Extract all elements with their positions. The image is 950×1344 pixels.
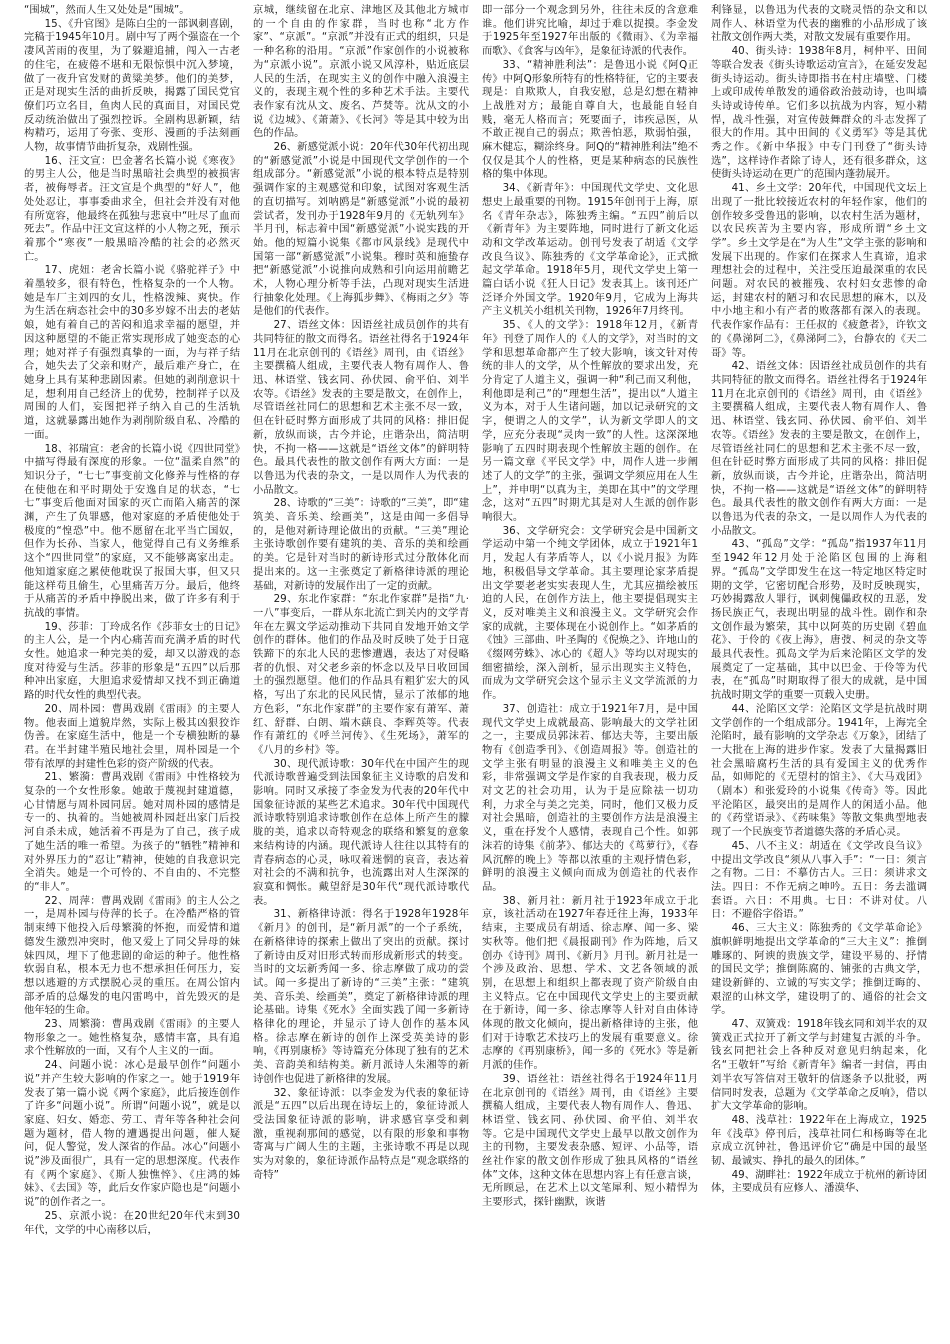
- paragraph: 31、新格律诗派：得名于1928年1928年《新月》的创刊，是“新月派”的一个子系统，在新格律诗的探索上做出了突出的贡献。探讨了新诗由反对旧形式转而形成新形式的转变。当时的文坛新秀闻一多、徐志摩做了成功的尝试。闻一多提出了新诗的“三美”主张：“建筑美、音乐美、绘画美”，奠定了新格律诗派的理论基础。诗集《死水》全面实践了闻一多新诗格律化的理论，并显示了诗人创作的基本风格。徐志摩在新诗的创作上深受英美诗的影响，《再别康桥》等诗篇充分体现了独有的艺术美、音韵美和结构美。新月派诗人朱湘等的新诗创作也促进了新格律的发展。: [253, 908, 469, 1085]
- paragraph: 21、繁漪：曹禺戏剧《雷雨》中性格较为复杂的一个女性形象。她敢于蔑视封建道德，心甘情愿与周朴园同居。她对周朴园的感情是专一的、执着的。当她被周朴园赶出家门后投河自杀未成，她活着不再是为了自己，孩子成了她生活的唯一希望。为孩子的“牺牲”精神和对外界压力的“忍让”精神，使她的自我意识完全消失。她是一个可怜的、不自由的、不完整的“非人”。: [24, 771, 240, 893]
- paragraph: 18、祁瑞宣：老舍的长篇小说《四世同堂》中描写得最有深度的形象。一位“温柔自然”的知识分子，“七七”事变前文化修养与性格的存在使他在和平时期处于安逸自足的状态，“七七”事变后他面对国家的灭亡而陷入痛苦的深渊，产生了负罪感，他对家庭的矛盾使他处于极度的“惶恐”中。他不愿留在北平当亡国奴，但作为长孙、当家人，他觉得自己有义务维系这个“四世同堂”的家庭，又不能够离家出走。他知道家庭之累使他耽误了报国大事，但又只能这样苟且偷生，心里痛苦万分。最后，他终于从痛苦的矛盾中挣脱出来，做了许多有利于抗战的事情。: [24, 442, 240, 619]
- paragraph: 24、问题小说：冰心是最早创作“问题小说”并产生较大影响的作家之一。她于1919年发表了第一篇小说《两个家庭》，此后接连创作了许多“问题小说”。所谓“问题小说”，就是以家庭、妇女、婚恋、劳工、青年等各种社会问题为题材，借人物的遭遇提出问题，催人疑问，促人警觉，发人深省的作品。冰心“问题小说”涉及面很广，具有一定的思想深度。代表作有《两个家庭》、《斯人独憔悴》、《庄鸿的姊妹》、《去国》等，此后女作家庐隐也是“问题小说”的创作者之一。: [24, 1059, 240, 1209]
- paragraph: 45、八不主义：胡适在《文学改良刍议》中提出文学改良“须从八事入手”：“一日：须言之有物。二日：不摹仿古人。三日：须讲求文法。四日：不作无病之呻吟。五日：务去滥调套语。六日：不用典。七日：不讲对仗。八日：不避俗字俗语。”: [711, 839, 927, 921]
- paragraph: 44、沦陷区文学：沦陷区文学是抗战时期文学创作的一个组成部分。1941年，上海完全沦陷时，最有影响的文学杂志《万象》，团结了一大批在上海的进步作家。发表了大量揭露旧社会黑暗腐朽生活的具有爱国主义的优秀作品，如师陀的《无望村的馆主》、《大马戏团》（剧本）和张爱玲的小说集《传奇》等。因此平沦陷区，最突出的是周作人的闲适小品。他的《药堂语录》、《药味集》等散文集典型地表现了一个民族变节者道德失落的矛盾心灵。: [711, 702, 927, 839]
- paragraph: 33、“精神胜利法”：是鲁迅小说《阿Q正传》中阿Q形象所特有的性格特征，它的主要表现是：自欺欺人，自我安慰，总是幻想在精神上战胜对方；最能自尊自大，也最能自轻自贱，毫无人格而言；死要面子，讳疾忌医，从不敢正视自己的弱点；欺善怕恶，欺弱怕强，麻木健忘，糊涂终身。阿Q的“精神胜利法”绝不仅仅是其个人的性格，更是某种病态的民族性格的集中体现。: [482, 58, 698, 181]
- paragraph: “围城”，然而人生又处处是“围城”。: [24, 4, 190, 16]
- paragraph: 20、周朴园：曹禺戏剧《雷雨》的主要人物。他表面上道貌岸然，实际上极其凶狠狡诈伪善。在家庭生活中，他是一个专横独断的暴君。在半封建半殖民地社会里，周朴园是一个带有浓厚的封建性色彩的资产阶级的代表。: [24, 702, 240, 770]
- paragraph: 46、三大主义：陈独秀的《文学革命论》旗帜鲜明地提出文学革命的“三大主义”：推倒雕琢的、阿谀的贵族文学，建设平易的、抒情的国民文学；推倒陈腐的、铺张的古典文学，建设新鲜的、立诚的写实文学；推倒迂晦的、艰涩的山林文学，建设明了的、通俗的社会文学。: [711, 922, 927, 1017]
- text-column-3: [482, 4, 698, 1340]
- paragraph: 34、《新青年》：中国现代文学史、文化思想史上最重要的刊物。1915年创刊于上海，原名《青年杂志》，陈独秀主编。“五四”前后以《新青年》为主要阵地，同时进行了新文化运动和文学改革运动。创刊号发表了胡适《文学改良刍议》、陈独秀的《文学革命论》，正式掀起文学革命。1918年5月，现代文学史上第一篇白话小说《狂人日记》发表其上。该刊还广泛译介外国文学。1920年9月，它成为上海共产主义机关小组机关刊物，1926年7月终刊。: [482, 182, 698, 318]
- paragraph: 47、双簧戏：1918年钱玄同和刘半农的双簧戏正式拉开了新文学与封建复古派的斗争。钱玄同把社会上各种反对意见归纳起来，化名“王敬轩”写给《新青年》编者一封信，再由刘半农写答信对王敬轩的信逐条予以批驳，两信同时发表，总题为《文学革命之反响》，借以扩大文学革命的影响。: [711, 1018, 927, 1113]
- paragraph: 16、汪文宣：巴金著名长篇小说《寒夜》的男主人公，他是当时黑暗社会典型的被损害者，被侮辱者。汪文宣是个典型的“好人”，他处处忍让，事事委曲求全，但社会并没有对他有所宽容，他最终在孤独与悲哀中“吐尽了血而死去”。作品中汪文宣这样的小人物之死，预示着那个“寒夜”一般黑暗冷酷的社会的必然灭亡。: [24, 154, 240, 263]
- paragraph: 29、东北作家群：“东北作家群”是指“九·一八”事变后，一群从东北流亡到关内的文学青年在左翼文学运动推动下共同自发地开始文学创作的群体。他们的作品及时反映了处于日寇铁蹄下的东北人民的悲惨遭遇，表达了对侵略者的仇恨、对父老乡亲的怀念以及早日收回国土的强烈愿望。他们的作品具有粗犷宏大的风格，写出了东北的民风民情，显示了浓郁的地方色彩，“东北作家群”的主要作家有萧军、萧红、舒群、白朗、端木蕻良、李辉英等。代表作有萧红的《呼兰河传》、《生死场》，萧军的《八月的乡村》等。: [253, 593, 469, 756]
- paragraph: 39、语丝社：语丝社得名于1924年11月在北京创刊的《语丝》周刊，由《语丝》主要撰稿人组成，主要代表人物有周作人、鲁迅、林语堂、钱玄同、孙伏园、俞平伯、刘半农等。它是中国现代文学史上最早以散文创作为主的刊物，主要发表杂感、短评、小品等，语丝社作家的散文创作形成了独具风格的“语丝体”文体，这种文体在思想内容上有任意言谈，无所顾忌，在艺术上以文笔犀利、短小精悍为主要形式，探针幽默，诙谐: [482, 1072, 698, 1209]
- paragraph: 41、乡土文学：20年代，中国现代文坛上出现了一批比较接近农村的年轻作家，他们的创作较多受鲁迅的影响，以农村生活为题材，以农民疾苦为主要内容，形成所谓“乡土文学”。乡土文学是在“为人生”文学主张的影响和发展下出现的。作家们在探求人生真谛，追求理想社会的过程中，关注受压迫最深重的农民问题。对农民的被摧残、农村妇女悲惨的命运，封建农村的陋习和农民思想的麻木，以及中小地主和小有产者的败落都有深入的表现。代表作家作品有：王任叔的《疲惫者》，许钦文的《鼻涕阿二》，《鼻涕阿二》，台静农的《天二哥》等。: [711, 182, 927, 359]
- paragraph: 22、周萍：曹禺戏剧《雷雨》的主人公之一，是周朴园与侍萍的长子。在冷酷严格的管制束缚下他投入后母繁漪的怀抱，而爱情和道德发生激烈冲突时，他又爱上了同父异母的妹妹四凤，埋下了他悲剧的命运的种子。他性格软弱自私，根本无力也不想承担任何压力，妄想以逃避的方式摆脱心灵的重压。在周公馆内部矛盾的总爆发的电闪雷鸣中，首先毁灭的是他年轻的生命。: [24, 894, 240, 1017]
- paragraph: 15、《升官图》是陈白尘的一部讽刺喜剧，完稿于1945年10月。剧中写了两个强盗在一个凄风苦雨的夜里，为了躲避追捕，闯入一古老的住宅，在疲倦不堪和无限惊惧中沉入梦境，做了一夜升官发财的黄粱美梦。他们的美梦，正是对现实生活的曲折反映，揭露了国民党官僚们巧立名目，鱼肉人民的真面目，对国民党反动统治做出了强烈控诉。全剧构思新颖，结构精巧，运用了夸张、变形、漫画的手法刻画人物，故事情节曲折复杂，戏剧性强。: [24, 17, 240, 154]
- paragraph: 19、莎菲：丁玲成名作《莎菲女士的日记》的主人公，是一个内心痛苦而充满矛盾的时代女性。她追求一种完美的爱，却又以游戏的态度对待爱与生活。莎菲的形象是“五四”以后那种冲出家庭，大胆追求爱情却又找不到正确道路的时代女性的典型代表。: [24, 620, 240, 702]
- text-column-1: [24, 4, 240, 1340]
- paragraph: 42、语丝文体：因语丝社成员创作的共有共同特征的散文而得名。语丝社得名于1924年11月在北京创刊的《语丝》周刊，由《语丝》主要撰稿人组成，主要代表人物有周作人、鲁迅、林语堂、钱玄同、孙伏园、俞平伯、刘半农等。《语丝》发表的主要是散文，在创作上，尽管语丝社同仁的思想和艺术主张不尽一致，但在针砭时弊方面形成了共同的风格：排旧促新，放纵而谈，古今并论，庄谐杂出，简洁明快，不拘一格——这就是“语丝文体”的鲜明特色。最具代表性的散文创作有两大方面：一是以鲁迅为代表的杂文，一是以周作人为代表的小品散文。: [711, 360, 927, 537]
- document-page: [24, 4, 930, 1340]
- paragraph: 23、周繁漪：曹禺戏剧《雷雨》的主要人物形象之一。她性格复杂，感情丰富，具有追求个性解放的一面，又有个人主义的一面。: [24, 1018, 240, 1058]
- paragraph: 30、现代派诗歌：30年代在中国产生的现代派诗歌普遍受到法国象征主义诗歌的启发和影响。同时又承接了李金发为代表的20年代中国象征诗派的某些艺术追求。30年代中国现代派诗歌特别追求诗歌创作在总体上所产生的朦胧的美，追求以奇特观念的联络和繁复的意象来结构诗的内涵。现代派诗人往往以其特有的青春病态的心灵，咏叹着迷惘的哀音，表达着对社会的不满和抗争，也流露出对人生深深的寂寞和惆怅。戴望舒是30年代“现代派诗歌代表。: [253, 757, 469, 907]
- paragraph: 25、京派小说：在20世纪20年代末到30年代，文学的中心南移以后，: [24, 1209, 240, 1236]
- paragraph: 35、《人的文学》：1918年12月，《新青年》刊登了周作人的《人的文学》，对当时的文学和思想革命都产生了较大影响，该文针对传统的非人的文学，从个性解放的要求出发，充分肯定了人道主义，强调一种“利己而又利他，利他即是利己”的“理想生活”，提出以“人道主义为本，对于人生诸问题，加以记录研究的文字，便谓之人的文学”，认为新文学即人的文学，应充分表现“灵肉一致”的人性。这深深地影响了五四时期表现个性解放主题的创作。在另一篇文章《平民文学》中，周作人进一步阐述了人的文学”的主张，强调文学须应用在人生上”，并申明“以真为主，美即在其中”的文学理念，这对“五四”时期尤其是对人生派的创作影响很大。: [482, 319, 698, 524]
- paragraph: 27、语丝文体：因语丝社成员创作的共有共同特征的散文而得名。语丝社得名于1924年11月在北京创刊的《语丝》周刊，由《语丝》主要撰稿人组成，主要代表人物有周作人、鲁迅、林语堂、钱玄同、孙伏园、俞平伯、刘半农等。《语丝》发表的主要是散文，在创作上，尽管语丝社同仁的思想和艺术主张不尽一致，但在针砭时弊方面形成了共同的风格：排旧促新，放纵而谈，古今并论，庄谐杂出，简洁明快，不拘一格——这就是“语丝文体”的鲜明特色。最具代表性的散文创作有两大方面：一是以鲁迅为代表的杂文，一是以周作人为代表的小品散文。: [253, 319, 469, 496]
- paragraph: 32、象征诗派：以李金发为代表的象征诗派是“五四”以后出现在诗坛上的，象征诗派人受法国象征诗派的影响，讲求感官享受和刺激，重视刹那间的感觉，以有限的形象和事物寄寓与广阔人生的主题，主张诗歌不再是以现实为对象的，象征诗派作品特点是“观念联络的奇特”: [253, 1086, 469, 1181]
- paragraph: 40、街头诗：1938年8月，柯仲平、田间等联合发表《街头诗歌运动宣言》，在延安发起街头诗运动。街头诗即指书在村庄墙壁、门楼上或印成传单散发的通俗政治鼓动诗，也叫墙头诗或诗传单。它们多以抗战为内容，短小精悍，战斗性强，对宣传鼓舞群众的斗志发挥了很大的作用。其中田间的《义勇军》等是其优秀之作。《新中华报》中专门刊登了“街头诗选”，这样诗作者除了诗人，还有很多群众，这使街头诗运动在更广的范围内蓬勃展开。: [711, 45, 927, 181]
- paragraph: 即一部分一个观念到另外，往往未反的含意难谁。他们讲究比喻，却过于难以捉摸。李金发于1925年至1927年出版的《微雨》、《为幸福而歌》、《食客与凶年》，是象征诗派的代表作。: [482, 4, 698, 58]
- paragraph: 36、文学研究会：文学研究会是中国新文学运动中第一个纯文学团体，成立于1921年1月，发起人有茅盾等人，以《小说月报》为阵地，积极倡导文学革命。其主要理论家茅盾提出文学要老老实实表现人生，尤其应描绘被压迫的人民，在创作方法上，他主要提倡现实主义，反对唯美主义和浪漫主义。文学研究会作家的成就，主要体现在小说创作上。“如茅盾的《蚀》三部曲、叶圣陶的《倪焕之》、许地山的《缀网劳蛛》、冰心的《超人》等均以对现实的细密描绘，深入剖析，显示出现实主义特色，而成为文学研究会这个显示主义文学流派的力作。: [482, 524, 698, 702]
- paragraph: 37、创造社：成立于1921年7月，是中国现代文学史上成就最高、影响最大的文学社团之一，主要成员郭沫若、郁达夫等，主要出版物有《创造季刊》、《创造周报》等。创造社的文学主张有明显的浪漫主义和唯美主义的色彩，非常强调文学是作家的自我表现，极力反对文艺的社会功用，认为于是应除祛一切功利，力求全与美之完美，同时，他们又极力反对社会黑暗，创造社的主要创作方法是浪漫主义，重在抒发个人感情，表现自己个性。如郭沫若的诗集《前茅》、郁达夫的《茑萝行》，《春风沉醉的晚上》等都以浓重的主观抒情色彩，鲜明的浪漫主义倾向而成为创造社的代表作品。: [482, 702, 698, 893]
- paragraph: 17、虎妞：老舍长篇小说《骆驼祥子》中着墨较多，很有特色，性格复杂的一个人物。她是车厂主刘四的女儿，性格泼辣、爽快。作为生活在病态社会中的30多岁嫁不出去的老姑娘，她有着自己的苦闷和追求幸福的愿望，并因这种愿望的不能正常实现形成了她变态的心理；她对祥子有强烈真挚的一面，为与祥子结合，她失去了父亲和财产，最后难产身亡，在她身上具有某种悲剧因素。但她的剥削意识十足，想利用自己经济上的优势，控制祥子以及周围的人们，妄图把祥子纳入自己的生活轨道，这就暴露出她作为剥削阶级自私、冷酷的一面。: [24, 264, 240, 441]
- paragraph: 48、浅草社：1922年在上海成立，1925年《浅草》停刊后，浅草社同仁和杨晦等在北京成立沉钟社，鲁迅评价它“确是中国的最坚韧、最诚实、挣扎的最久的团体。”: [711, 1113, 927, 1168]
- text-column-4: [711, 4, 927, 1340]
- paragraph: 京城，继续留在北京、津地区及其他北方城市的一个自由的作家群，当时也称“北方作家”、“京派”。“京派”并没有正式的组织，只是一种名称的沿用。“京派”作家创作的小说被称为“京派小说”。京派小说又风淳朴，贴近底层人民的生活，在现实主义的创作中融入浪漫主义的，表现主观个性的多种艺术手法。主要代表作家有沈从文、废名、芦焚等。沈从文的小说《边城》、《萧萧》、《长河》等是其中较为出色的作品。: [253, 4, 469, 140]
- paragraph: 38、新月社：新月社于1923年成立于北京，该社活动在1927年春迁往上海，1933年结束，主要成员有胡适、徐志摩、闻一多、梁实秋等。他们把《晨报副刊》作为阵地，后又创办《诗刊》周刊、《新月》月刊。新月社是一个涉及政治、思想、学术、文艺各领域的派别，在思想上和组织上都表现了资产阶级自由主义特点。它在中国现代文学史上的主要贡献在于新诗，闻一多、徐志摩等人针对自由体诗体现的散文化倾向，提出新格律诗的主张，他们对于诗歌艺术技巧上的发展有重要意义。徐志摩的《再别康桥》，闻一多的《死水》等是新月派的佳作。: [482, 894, 698, 1072]
- text-column-2: [253, 4, 469, 1340]
- paragraph: 利锋显，以鲁迅为代表的文晓灵悟的杂文和以周作人、林语堂为代表的幽雅的小品形成了该社散文创作两大类，对散文发展有重要作用。: [711, 4, 927, 44]
- paragraph: 49、湖畔社：1922年成立于杭州的新诗团体，主要成员有应修人、潘漠华、: [711, 1168, 927, 1195]
- paragraph: 43、“孤岛”文学：“孤岛”指1937年11月至1942年12月处于沦陷区包围的上海租界。“孤岛”文学即发生在这一特定地区特定时期的文学，它密切配合形势，及时反映现实，巧妙揭露敌人罪行，讽刺傀儡政权的丑恶，发扬民族正气，表现出明显的战斗性。剧作和杂文创作最为繁荣，其中以阿英的历史剧《碧血花》、于伶的《夜上海》，唐弢、柯灵的杂文等最具代表性。孤岛文学为后来沦陷区文学的发展奠定了一定基础，其中以巴金、于伶等为代表，在“孤岛”时期取得了很大的成就，是中国抗战时期文学的重要一页载入史册。: [711, 538, 927, 702]
- paragraph: 28、诗歌的“三美”：诗歌的“三美”，即“建筑美、音乐美、绘画美”，这是由闻一多倡导的，是他对新诗理论做出的贡献。“三美”理论主张诗歌创作要有建筑的美、音乐的美和绘画的美。它是针对当时的新诗形式过分散体化而提出来的。这一主张奠定了新格律诗派的理论基础，对新诗的发展作出了一定的贡献。: [253, 497, 469, 592]
- paragraph: 26、新感觉派小说：20年代30年代初出现的“新感觉派”小说是中国现代文学创作的一个组成部分。“新感觉派”小说的根本特点是特别强调作家的主观感觉和印象，试图对客观生活的直切描写。刘呐鸥是“新感觉派”小说的最初尝试者，发刊办于1928年9月的《无轨列车》半月刊，标志着中国“新感觉派”小说实践的开始。他的短篇小说集《都市风景线》是现代中国第一部“新感觉派”小说集。穆时英和施蛰存把“新感觉派”小说推向成熟和引向运用前瞻艺术，人物心理分析等手法，凸现对现实生活进行抽象化处理。《上海狐步舞》、《梅雨之夕》等是他们的代表作。: [253, 141, 469, 318]
